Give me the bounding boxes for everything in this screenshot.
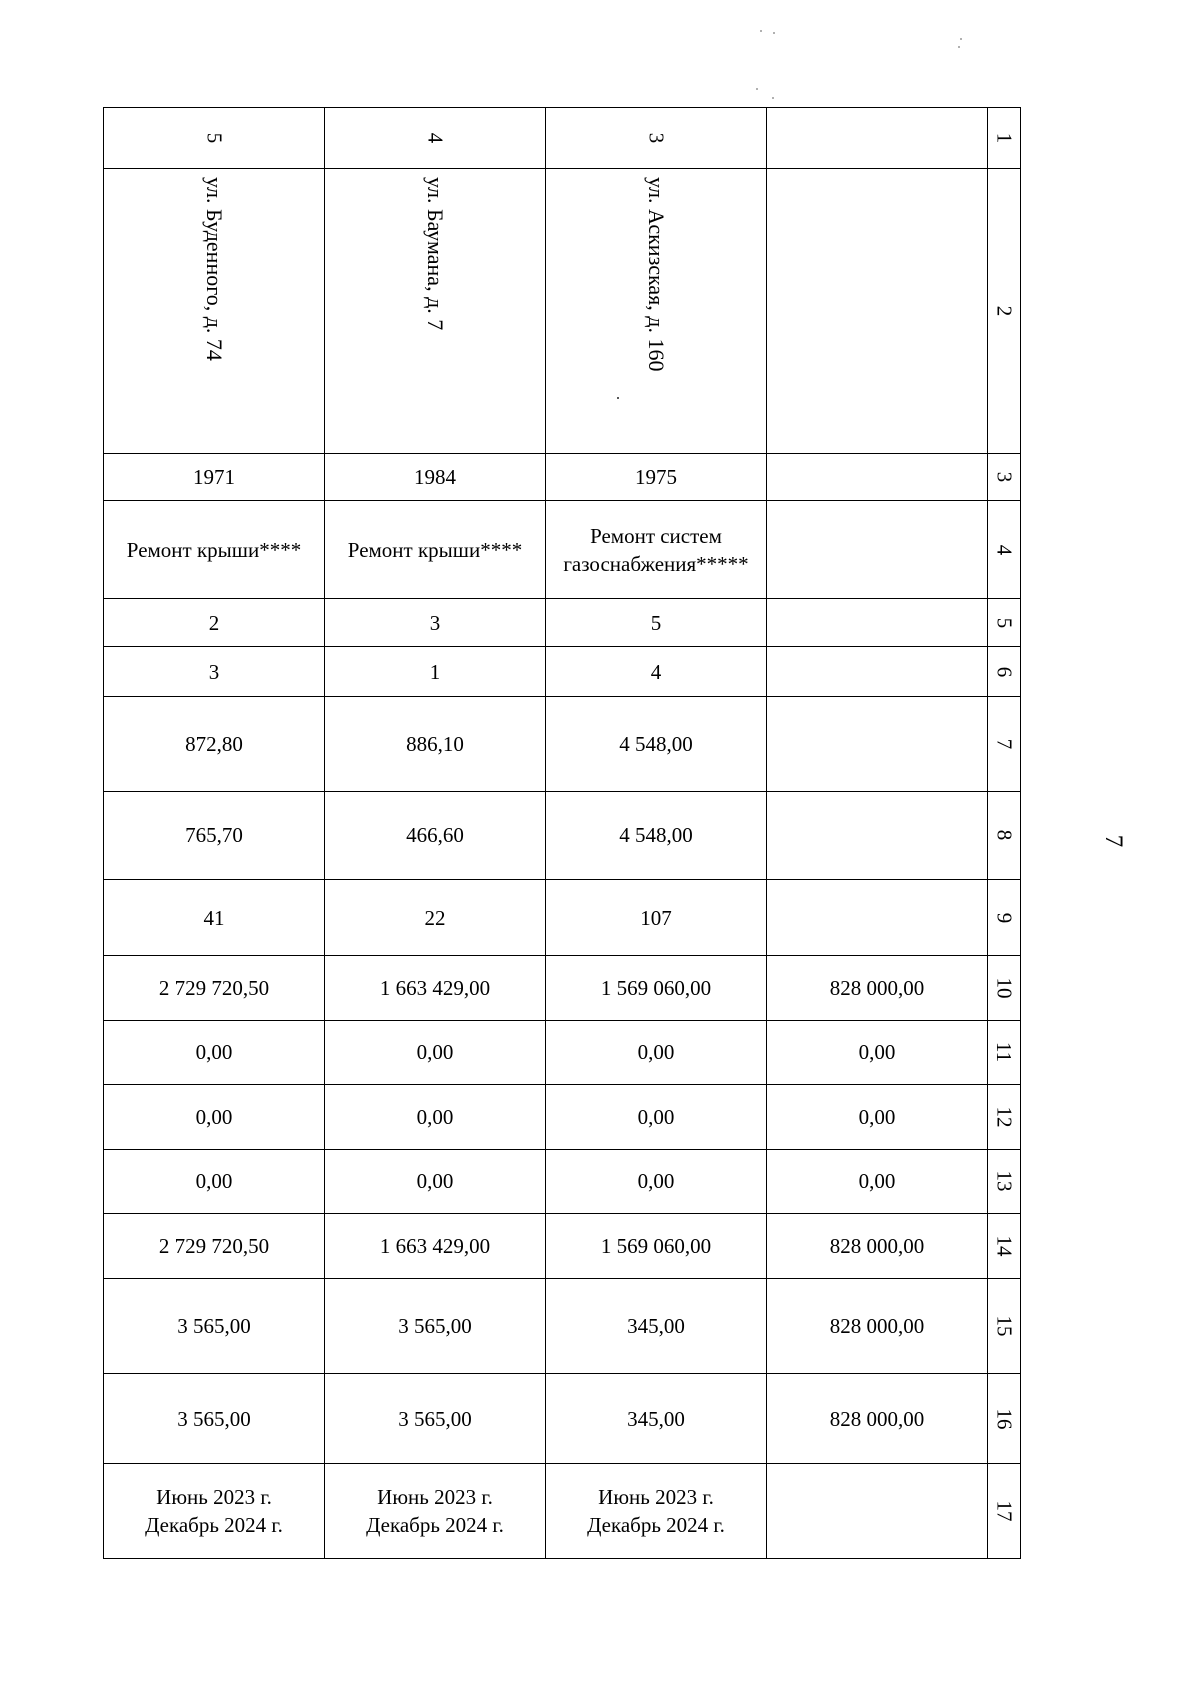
row-index-cell: 13: [988, 1149, 1021, 1214]
table-row: [104, 168, 1021, 453]
empty-cell: [767, 599, 988, 647]
value-cell: 2: [104, 599, 325, 647]
value-cell: 0,00: [325, 1149, 546, 1214]
empty-cell: [767, 108, 988, 169]
value-cell: 828 000,00: [767, 955, 988, 1020]
column-number-cell: 4: [325, 108, 546, 169]
date-end: Декабрь 2024 г.: [587, 1513, 725, 1538]
value-cell: 107: [546, 880, 767, 956]
year-cell: 1975: [546, 453, 767, 500]
table-row: [104, 955, 1021, 1020]
date-end: Декабрь 2024 г.: [366, 1513, 504, 1538]
value-cell: 0,00: [104, 1085, 325, 1150]
row-index-cell: 9: [988, 880, 1021, 956]
empty-cell: [767, 696, 988, 791]
page-number: 7: [1100, 834, 1127, 848]
value-cell: 1 569 060,00: [546, 955, 767, 1020]
value-cell: 4: [546, 647, 767, 696]
value-cell: 3: [325, 599, 546, 647]
value-cell: 1 663 429,00: [325, 955, 546, 1020]
value-cell: 828 000,00: [767, 1374, 988, 1464]
row-index-cell: 11: [988, 1020, 1021, 1085]
table-row: [104, 108, 1021, 169]
row-index-cell: 15: [988, 1278, 1021, 1374]
row-index-cell: 5: [988, 599, 1021, 647]
row-index-cell: 6: [988, 647, 1021, 696]
address-cell: ул. Баумана, д. 7: [325, 168, 546, 453]
date-end: Декабрь 2024 г.: [145, 1513, 283, 1538]
work-type-cell: Ремонт крыши****: [104, 501, 325, 599]
date-start: Июнь 2023 г.: [156, 1485, 272, 1510]
value-cell: 0,00: [767, 1020, 988, 1085]
row-index-cell: 12: [988, 1085, 1021, 1150]
table-row: [104, 1149, 1021, 1214]
value-cell: 5: [546, 599, 767, 647]
value-cell: 3 565,00: [104, 1278, 325, 1374]
row-index-cell: 10: [988, 955, 1021, 1020]
row-index-cell: 14: [988, 1214, 1021, 1279]
value-cell: 0,00: [104, 1020, 325, 1085]
column-number-cell: 5: [104, 108, 325, 169]
empty-cell: [767, 880, 988, 956]
scan-speck: [772, 97, 774, 99]
row-index-cell: 7: [988, 696, 1021, 791]
table-row: [104, 1278, 1021, 1374]
table-row: [104, 599, 1021, 647]
table-row: [104, 696, 1021, 791]
empty-cell: [767, 453, 988, 500]
date-cell: [325, 1464, 546, 1559]
value-cell: 4 548,00: [546, 696, 767, 791]
value-cell: 0,00: [767, 1085, 988, 1150]
table-row: [104, 1085, 1021, 1150]
year-cell: 1984: [325, 453, 546, 500]
row-index-cell: 2: [988, 168, 1021, 453]
address-cell: ул. Аскизская, д. 160: [546, 168, 767, 453]
value-cell: 0,00: [325, 1085, 546, 1150]
table-row: [104, 1374, 1021, 1464]
scan-speck: [773, 32, 775, 34]
date-cell: [104, 1464, 325, 1559]
value-cell: 0,00: [104, 1149, 325, 1214]
value-cell: 3 565,00: [325, 1374, 546, 1464]
row-index-cell: 3: [988, 453, 1021, 500]
value-cell: 2 729 720,50: [104, 1214, 325, 1279]
scan-speck: [760, 30, 762, 32]
table-row: [104, 1020, 1021, 1085]
work-type-cell: [546, 501, 767, 599]
row-index-cell: 8: [988, 791, 1021, 880]
value-cell: 0,00: [325, 1020, 546, 1085]
value-cell: 466,60: [325, 791, 546, 880]
value-cell: 22: [325, 880, 546, 956]
table-row: [104, 1214, 1021, 1279]
value-cell: 3 565,00: [325, 1278, 546, 1374]
table-row: [104, 453, 1021, 500]
date-start: Июнь 2023 г.: [598, 1485, 714, 1510]
date-start: Июнь 2023 г.: [377, 1485, 493, 1510]
value-cell: 345,00: [546, 1278, 767, 1374]
value-cell: 886,10: [325, 696, 546, 791]
value-cell: 1 569 060,00: [546, 1214, 767, 1279]
value-cell: 0,00: [767, 1149, 988, 1214]
table-row: [104, 880, 1021, 956]
row-index-cell: 1: [988, 108, 1021, 169]
value-cell: 828 000,00: [767, 1278, 988, 1374]
scan-speck: [958, 46, 960, 48]
empty-cell: [767, 168, 988, 453]
value-cell: 41: [104, 880, 325, 956]
empty-cell: [767, 501, 988, 599]
work-type-line: Ремонт систем: [590, 523, 722, 548]
value-cell: 828 000,00: [767, 1214, 988, 1279]
row-index-cell: 4: [988, 501, 1021, 599]
scan-speck: [756, 88, 758, 90]
work-type-cell: Ремонт крыши****: [325, 501, 546, 599]
value-cell: 1: [325, 647, 546, 696]
value-cell: 1 663 429,00: [325, 1214, 546, 1279]
value-cell: 4 548,00: [546, 791, 767, 880]
work-type-line: газоснабжения*****: [563, 551, 749, 576]
column-number-cell: 3: [546, 108, 767, 169]
table-row: [104, 791, 1021, 880]
address-cell: ул. Буденного, д. 74: [104, 168, 325, 453]
year-cell: 1971: [104, 453, 325, 500]
scan-speck: [960, 38, 962, 40]
table-row: [104, 1464, 1021, 1559]
value-cell: 2 729 720,50: [104, 955, 325, 1020]
capital-repair-table: [103, 107, 1021, 1559]
empty-cell: [767, 791, 988, 880]
value-cell: 345,00: [546, 1374, 767, 1464]
row-index-cell: 17: [988, 1464, 1021, 1559]
empty-cell: [767, 647, 988, 696]
value-cell: 872,80: [104, 696, 325, 791]
value-cell: 3 565,00: [104, 1374, 325, 1464]
value-cell: 765,70: [104, 791, 325, 880]
value-cell: 3: [104, 647, 325, 696]
value-cell: 0,00: [546, 1020, 767, 1085]
date-cell: [546, 1464, 767, 1559]
value-cell: 0,00: [546, 1149, 767, 1214]
empty-cell: [767, 1464, 988, 1559]
value-cell: 0,00: [546, 1085, 767, 1150]
table-row: [104, 501, 1021, 599]
row-index-cell: 16: [988, 1374, 1021, 1464]
table-row: [104, 647, 1021, 696]
